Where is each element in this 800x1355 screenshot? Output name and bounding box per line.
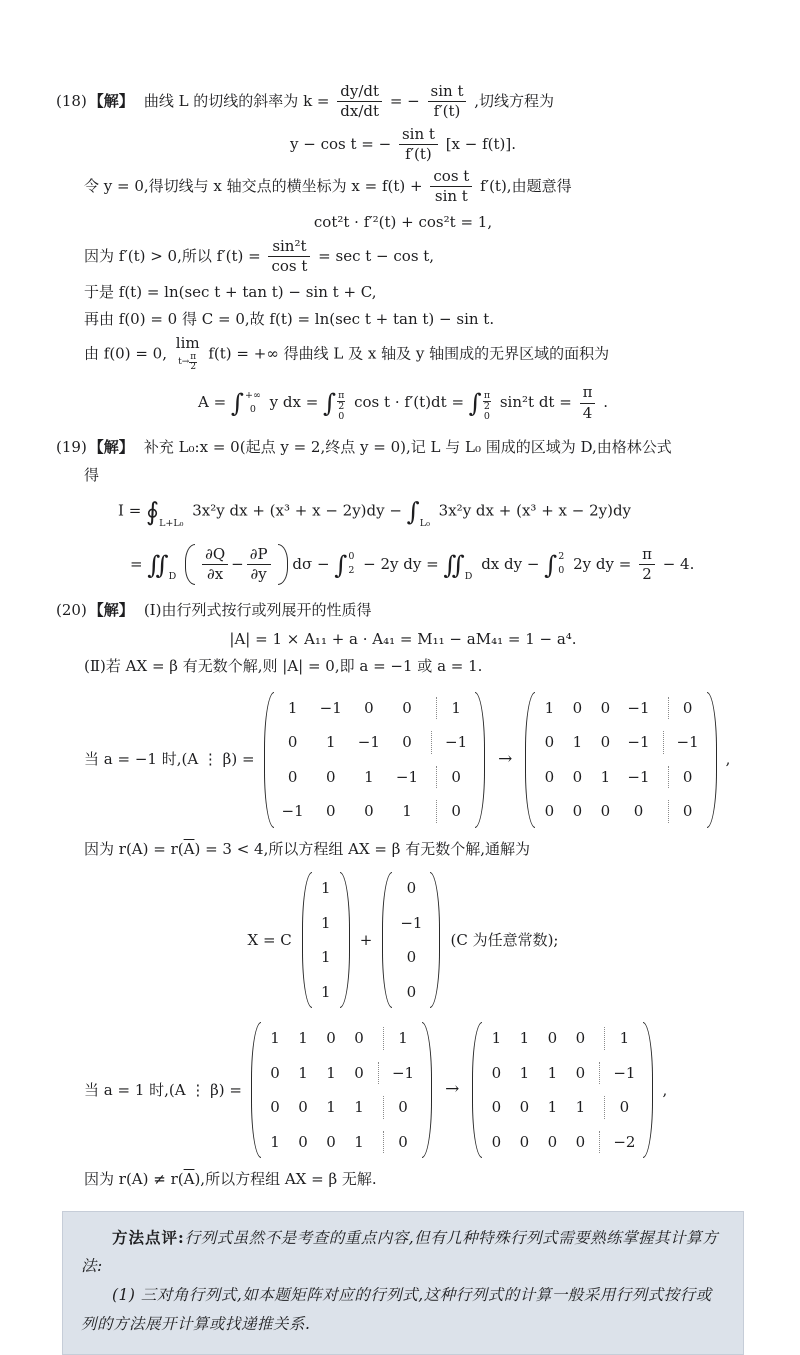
- augmented-matrix: [251, 1022, 432, 1158]
- solution-20: [56, 599, 750, 1191]
- fraction-denominator: 4: [582, 403, 593, 422]
- integral-icon: ∫: [230, 388, 244, 418]
- matrix-cell: −2: [599, 1131, 635, 1154]
- matrix-cell: 0: [326, 1132, 336, 1151]
- matrix-cell: 1: [287, 698, 298, 717]
- s20-line1: [56, 599, 750, 623]
- matrix-cell: 0: [402, 698, 412, 717]
- matrix-cell: 0: [668, 766, 694, 789]
- s19-line1: [56, 436, 750, 460]
- matrix-cell: 1: [547, 1063, 558, 1082]
- matrix-cell: 1: [519, 1029, 530, 1048]
- double-integral-icon: ∬: [147, 549, 169, 579]
- solution-19: [56, 436, 750, 585]
- s18-line3: [56, 238, 750, 276]
- lower-limit: 2: [348, 565, 355, 577]
- text-run: 2y dy =: [573, 554, 632, 573]
- matrix-cell: −1: [663, 731, 699, 754]
- fraction: [202, 546, 228, 584]
- right-paren: [643, 1022, 653, 1158]
- tiny-fraction: [189, 353, 197, 373]
- limit-subscript: [178, 353, 197, 373]
- matrix-cell: 0: [633, 802, 644, 821]
- matrix-cell: 1: [402, 802, 412, 821]
- question-number: (18): [56, 91, 87, 110]
- fraction-denominator: cos t: [271, 257, 308, 276]
- text-run: A =: [198, 393, 227, 412]
- parenthesized-group: [185, 544, 288, 586]
- fraction-denominator: ∂y: [250, 564, 267, 583]
- upper-limit: 0: [348, 550, 355, 562]
- text-run: 曲线 L 的切线的斜率为 k =: [143, 91, 330, 110]
- matrix-cell: 0: [406, 948, 417, 967]
- text-run: 因为 r(A) ≠ r(: [84, 1170, 184, 1189]
- s20-rank-line-2: [56, 1168, 750, 1191]
- text-run: dx dy −: [481, 554, 540, 573]
- paren-content: [195, 544, 278, 586]
- tiny-frac-den: 2: [190, 361, 197, 372]
- matrix-cell: 1: [519, 1063, 530, 1082]
- lower-limit: 0: [249, 404, 256, 416]
- left-paren: [472, 1022, 482, 1158]
- matrix-cell: 1: [364, 767, 374, 786]
- text-run: (Ⅰ)由行列式按行或列展开的性质得: [143, 601, 372, 620]
- matrix-cell: 0: [298, 1132, 308, 1151]
- matrix-cell: 0: [604, 1096, 630, 1119]
- matrix-cell: 0: [298, 1098, 308, 1117]
- overline-A: $\overline{A}$: [183, 839, 195, 858]
- augmented-matrix: [525, 692, 716, 828]
- matrix-cell: 0: [519, 1132, 530, 1151]
- right-paren: [278, 544, 288, 586]
- matrix-grid: [392, 872, 430, 1008]
- s19-green-formula-2: [56, 544, 750, 586]
- integral-subscript: D: [464, 571, 473, 583]
- integral-icon: ∫: [406, 496, 420, 526]
- comma: ,: [725, 750, 731, 769]
- tiny-frac-num: π: [190, 351, 197, 362]
- matrix-cell: 1: [270, 1029, 280, 1048]
- matrix-cell: −1: [627, 733, 650, 752]
- s18-line4: [56, 281, 750, 304]
- matrix-grid: [261, 1022, 422, 1158]
- fraction-denominator: ∂x: [206, 564, 224, 583]
- text-run: − 2y dy =: [363, 554, 439, 573]
- matrix-cell: 0: [364, 698, 374, 717]
- matrix-cell: 0: [383, 1131, 409, 1154]
- matrix-cell: 1: [298, 1029, 308, 1048]
- matrix-cell: 0: [287, 733, 298, 752]
- fraction-denominator: f′(t): [433, 102, 461, 121]
- integral-limits: [558, 552, 564, 577]
- contour-integral-icon: ∮: [146, 496, 160, 526]
- text-run: sin²t dt =: [499, 393, 572, 412]
- fraction-numerator: sin²t: [268, 238, 310, 257]
- text-run: f′(t),由题意得: [480, 176, 572, 195]
- question-number: (20): [56, 601, 87, 620]
- matrix-cell: 0: [270, 1063, 280, 1082]
- integral-limits: [348, 552, 354, 577]
- matrix-grid: [312, 872, 340, 1008]
- overline-A: $\overline{A}$: [183, 1170, 195, 1189]
- matrix-cell: 0: [575, 1063, 586, 1082]
- matrix-cell: 1: [320, 982, 331, 1001]
- integral-subscript: L₀: [419, 518, 430, 530]
- matrix-cell: 0: [491, 1132, 502, 1151]
- matrix-cell: 0: [354, 1029, 364, 1048]
- s18-identity-equation: [56, 211, 750, 234]
- s20-case-a-pos1: [56, 1022, 750, 1158]
- lower-limit: 0: [558, 565, 565, 577]
- text-run: =: [130, 554, 143, 573]
- matrix-cell: 0: [572, 802, 583, 821]
- matrix-cell: 0: [287, 767, 298, 786]
- matrix-cell: 1: [320, 879, 331, 898]
- matrix-cell: 0: [436, 766, 462, 789]
- fraction-numerator: ∂Q: [202, 546, 228, 565]
- text-run: 再由 f(0) = 0 得 C = 0,故 f(t) = ln(sec t + tan t) − sin t.: [84, 310, 495, 328]
- method-comment-title: 方法点评:: [112, 1227, 185, 1247]
- text-run: = −: [389, 91, 420, 110]
- text-run: 3x²y dx + (x³ + x − 2y)dy −: [192, 501, 402, 520]
- matrix-grid: [535, 692, 706, 828]
- fraction-denominator: dx/dt: [340, 102, 380, 121]
- text-run: 因为 f′(t) > 0,所以 f′(t) =: [84, 246, 261, 265]
- double-integral-icon: ∬: [443, 549, 465, 579]
- matrix-cell: −1: [357, 733, 380, 752]
- matrix-cell: 0: [364, 802, 374, 821]
- matrix-cell: 0: [325, 767, 336, 786]
- tiny-frac-den: 2: [483, 400, 490, 412]
- fraction: [268, 238, 310, 276]
- matrix-cell: 0: [544, 767, 555, 786]
- fraction-denominator: sin t: [434, 187, 468, 206]
- matrix-cell: 0: [600, 802, 611, 821]
- matrix-cell: −1: [400, 913, 423, 932]
- matrix-cell: 0: [519, 1098, 530, 1117]
- left-paren: [264, 692, 274, 828]
- right-paren: [475, 692, 485, 828]
- matrix-cell: 0: [600, 698, 611, 717]
- s18-area-equation: [56, 384, 750, 422]
- integral-icon: ∫: [544, 549, 558, 579]
- text-run: 行列式虽然不是考查的重点内容,但有几种特殊行列式需要熟练掌握其计算方法:: [81, 1228, 719, 1276]
- method-comment-box: [62, 1211, 744, 1355]
- matrix-cell: 0: [325, 802, 336, 821]
- method-comment-paragraph-1: [81, 1224, 725, 1281]
- text-run: y − cos t = −: [289, 134, 392, 153]
- matrix-cell: 0: [572, 767, 583, 786]
- fraction-denominator: 2: [642, 564, 652, 583]
- text-run: ,切线方程为: [474, 91, 555, 110]
- fraction-numerator: dy/dt: [337, 83, 382, 102]
- text-run: X = C: [247, 930, 292, 949]
- matrix-grid: [482, 1022, 643, 1158]
- text-run: (1) 三对角行列式,如本题矩阵对应的行列式,这种行列式的计算一般采用行列式按行或列的方法展开计算或找递推关系.: [81, 1285, 712, 1333]
- fraction-numerator: cos t: [430, 168, 472, 187]
- fraction-numerator: π: [580, 384, 596, 403]
- s20-determinant-equation: [56, 628, 750, 651]
- integral-icon: ∫: [468, 388, 482, 418]
- arrow-icon: →: [445, 1079, 460, 1100]
- matrix-cell: 0: [572, 698, 583, 717]
- matrix-cell: 1: [354, 1098, 364, 1117]
- matrix-cell: 1: [325, 733, 336, 752]
- s18-line6: [56, 333, 750, 373]
- matrix-cell: 1: [491, 1029, 502, 1048]
- text-run: 令 y = 0,得切线与 x 轴交点的横坐标为 x = f(t) +: [84, 176, 423, 195]
- matrix-cell: 1: [298, 1063, 308, 1082]
- text-run: 由 f(0) = 0,: [84, 343, 167, 362]
- fraction: [639, 546, 655, 584]
- fraction-numerator: π: [639, 546, 655, 565]
- matrix-cell: 0: [326, 1029, 336, 1048]
- solution-18: [56, 83, 750, 422]
- matrix-cell: 0: [575, 1132, 586, 1151]
- text-run: 补充 L₀:x = 0(起点 y = 2,终点 y = 0),记 L 与 L₀ 围成的区域为 D,由格林公式: [143, 437, 672, 456]
- plus-sign: +: [359, 930, 373, 949]
- text-run: f(t) = +∞ 得曲线 L 及 x 轴及 y 轴围成的无界区域的面积为: [208, 343, 610, 362]
- matrix-cell: 1: [354, 1132, 364, 1151]
- matrix-cell: 1: [320, 948, 331, 967]
- augmented-matrix: [264, 692, 486, 828]
- integral-subscript: D: [168, 571, 177, 583]
- solution-label: 【解】: [88, 92, 134, 110]
- text-run: dσ −: [292, 554, 330, 573]
- matrix-cell: 0: [383, 1096, 409, 1119]
- fraction: [580, 384, 596, 422]
- matrix-cell: 0: [491, 1063, 502, 1082]
- matrix-cell: 0: [491, 1098, 502, 1117]
- column-vector: [302, 872, 350, 1008]
- matrix-cell: 0: [270, 1098, 280, 1117]
- left-paren: [382, 872, 392, 1008]
- text-run: 因为 r(A) = r(: [84, 839, 184, 858]
- fraction-numerator: sin t: [428, 83, 467, 102]
- text-run: (Ⅱ)若 AX = β 有无数个解,则 |A| = 0,即 a = −1 或 a = 1.: [84, 657, 483, 676]
- matrix-cell: 0: [402, 733, 412, 752]
- limit-operator: [175, 333, 200, 373]
- fraction: [247, 546, 271, 584]
- fraction-numerator: ∂P: [247, 546, 271, 565]
- integral-subscript: L+L₀: [159, 518, 184, 530]
- text-run: 当 a = 1 时,(A ⋮ β) =: [84, 1080, 242, 1099]
- text-run: ) = 3 < 4,所以方程组 AX = β 有无数个解,通解为: [194, 839, 530, 858]
- s20-general-solution: [56, 872, 750, 1008]
- tiny-frac-num: π: [483, 389, 491, 401]
- method-comment-paragraph-2: [81, 1281, 725, 1338]
- text-run: [x − f(t)].: [445, 134, 517, 153]
- matrix-cell: 0: [406, 982, 417, 1001]
- right-paren: [340, 872, 350, 1008]
- limit-var: t→: [178, 356, 190, 367]
- matrix-cell: −1: [627, 698, 650, 717]
- matrix-cell: 1: [270, 1132, 280, 1151]
- text-run: ),所以方程组 AX = β 无解.: [194, 1170, 377, 1189]
- text-run: 3x²y dx + (x³ + x − 2y)dy: [438, 501, 632, 520]
- s20-line2: [56, 655, 750, 678]
- s18-line1: [56, 83, 750, 121]
- integral-limits: [483, 389, 491, 422]
- matrix-cell: 0: [547, 1029, 558, 1048]
- left-paren: [525, 692, 535, 828]
- text-run: (C 为任意常数);: [450, 930, 559, 949]
- fraction: [337, 83, 382, 121]
- text-run: I =: [118, 501, 142, 520]
- fraction: [430, 168, 472, 206]
- fraction: [428, 83, 467, 121]
- matrix-cell: −1: [599, 1062, 635, 1085]
- text-run: − 4.: [662, 554, 695, 573]
- tiny-fraction: [337, 391, 345, 412]
- right-paren: [707, 692, 717, 828]
- matrix-cell: 0: [436, 800, 462, 823]
- integral-limits: [245, 391, 261, 416]
- matrix-cell: 0: [668, 697, 694, 720]
- tiny-frac-den: 2: [338, 400, 345, 412]
- arrow-icon: →: [498, 748, 513, 769]
- fraction: [399, 126, 438, 164]
- matrix-cell: 1: [320, 913, 331, 932]
- matrix-cell: −1: [319, 698, 342, 717]
- matrix-cell: 0: [406, 879, 417, 898]
- s18-line5: [56, 308, 750, 331]
- matrix-cell: 1: [600, 767, 611, 786]
- upper-limit: 2: [558, 550, 565, 562]
- right-paren: [430, 872, 440, 1008]
- text-run: |A| = 1 × A₁₁ + a · A₄₁ = M₁₁ − aM₄₁ = 1 − a⁴.: [229, 629, 577, 648]
- matrix-cell: 0: [544, 802, 555, 821]
- integral-icon: ∫: [334, 549, 348, 579]
- text-run: .: [603, 393, 608, 412]
- upper-limit: +∞: [244, 389, 261, 401]
- matrix-cell: 1: [326, 1098, 336, 1117]
- matrix-cell: 1: [547, 1098, 558, 1117]
- matrix-cell: 0: [544, 733, 555, 752]
- fraction-denominator: f′(t): [405, 144, 432, 163]
- matrix-cell: 1: [436, 697, 462, 720]
- solution-label: 【解】: [88, 438, 134, 456]
- left-paren: [185, 544, 195, 586]
- matrix-cell: 0: [600, 733, 611, 752]
- lower-limit: 0: [338, 410, 345, 422]
- matrix-grid: [274, 692, 476, 828]
- augmented-matrix: [472, 1022, 653, 1158]
- text-run: cot²t · f′²(t) + cos²t = 1,: [313, 212, 493, 231]
- text-run: = sec t − cos t,: [318, 246, 435, 265]
- matrix-cell: 0: [354, 1063, 364, 1082]
- s18-tangent-equation: [56, 126, 750, 164]
- comma: ,: [662, 1080, 668, 1099]
- solution-label: 【解】: [88, 602, 134, 620]
- matrix-cell: 1: [544, 698, 555, 717]
- matrix-cell: 0: [547, 1132, 558, 1151]
- matrix-cell: 1: [572, 733, 583, 752]
- integral-icon: ∫: [323, 388, 337, 418]
- column-vector: [382, 872, 440, 1008]
- s19-line2: [56, 464, 750, 487]
- matrix-cell: 1: [604, 1027, 630, 1050]
- matrix-cell: 1: [575, 1098, 586, 1117]
- text-run: 于是 f(t) = ln(sec t + tan t) − sin t + C,: [84, 282, 377, 301]
- integral-limits: [337, 389, 345, 422]
- left-paren: [302, 872, 312, 1008]
- matrix-cell: −1: [627, 767, 650, 786]
- matrix-cell: 0: [668, 800, 694, 823]
- matrix-cell: 1: [383, 1027, 409, 1050]
- matrix-cell: 1: [326, 1063, 336, 1082]
- matrix-cell: −1: [431, 731, 467, 754]
- s18-line2: [56, 168, 750, 206]
- s19-green-formula-1: [56, 496, 750, 532]
- matrix-cell: −1: [395, 767, 419, 786]
- matrix-cell: −1: [281, 802, 304, 821]
- fraction-numerator: sin t: [399, 126, 438, 145]
- matrix-cell: 0: [575, 1029, 586, 1048]
- text-run: 得: [84, 466, 100, 485]
- text-run: y dx =: [269, 393, 319, 412]
- tiny-fraction: [483, 391, 491, 412]
- left-paren: [251, 1022, 261, 1158]
- right-paren: [422, 1022, 432, 1158]
- text-run: 当 a = −1 时,(A ⋮ β) =: [84, 750, 255, 769]
- minus-sign: −: [231, 555, 244, 574]
- tiny-frac-num: π: [338, 389, 345, 401]
- text-run: cos t · f′(t)dt =: [354, 393, 465, 412]
- lim-word: lim: [175, 333, 200, 352]
- lower-limit: 0: [483, 410, 490, 422]
- question-number: (19): [56, 437, 87, 456]
- matrix-cell: −1: [378, 1062, 414, 1085]
- s20-rank-line-1: [56, 838, 750, 861]
- s20-case-a-neg1: [56, 692, 750, 828]
